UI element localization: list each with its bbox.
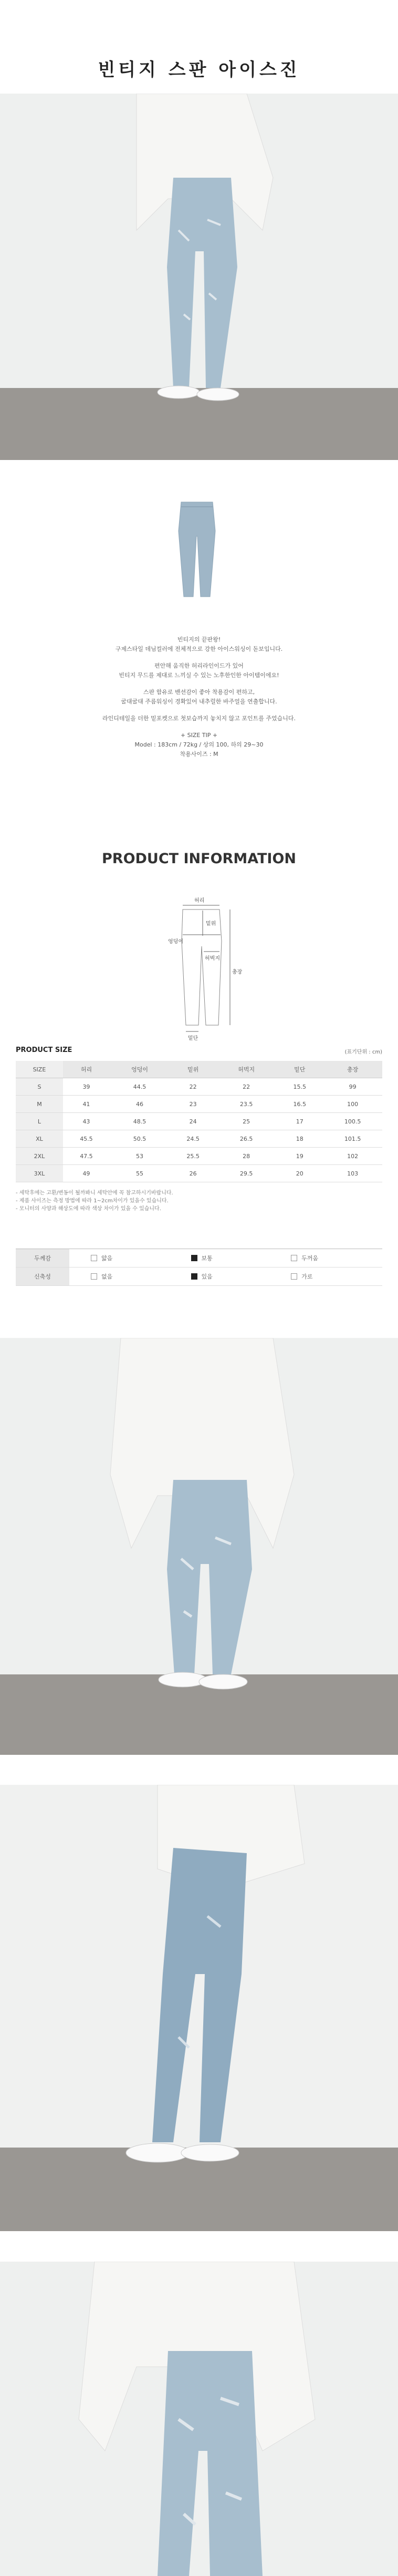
desc-line: 스판 함유로 밴션감이 좋아 착용감이 편하고,: [143, 689, 255, 696]
checkbox-icon: [91, 1255, 97, 1261]
size-table-title: PRODUCT SIZE: [16, 1046, 72, 1054]
diagram-label-hem: 밑단: [188, 1036, 198, 1041]
table-cell: [69, 1249, 170, 1267]
desc-line: 굴대굴대 주름워싱이 경확있어 내추럴한 바주얼을 연출합니다.: [121, 698, 277, 705]
table-cell: [170, 1267, 270, 1286]
table-row: [16, 1165, 382, 1182]
table-cell: 53: [110, 1148, 170, 1165]
desc-line: 구제스타일 데님컬러에 전체적으로 강한 아이스워싱이 돋보입니다.: [115, 646, 283, 652]
table-cell: 47.5: [63, 1148, 110, 1165]
option-label: 가로: [301, 1273, 313, 1280]
table-cell: 50.5: [110, 1130, 170, 1148]
table-cell: 28: [216, 1148, 276, 1165]
table-cell: 25.5: [170, 1148, 216, 1165]
checked-box-icon: [191, 1255, 197, 1261]
table-row: [16, 1249, 382, 1267]
desc-line: 라인디테일을 더한 밑포켓으로 첫보습까지 놓치지 않고 포인트를 주었습니다.: [102, 715, 296, 722]
model-photo-front: [0, 94, 398, 460]
table-cell: L: [16, 1113, 63, 1130]
product-description: [0, 635, 398, 759]
table-cell: 100: [323, 1096, 382, 1113]
table-cell: 23: [170, 1096, 216, 1113]
product-information-title: [0, 851, 398, 867]
table-cell: 26: [170, 1165, 216, 1182]
table-row: [16, 1113, 382, 1130]
model-photo-standing: [0, 1338, 398, 1755]
table-cell: 2XL: [16, 1148, 63, 1165]
size-table-unit: (표기단위 : cm): [344, 1049, 382, 1055]
table-cell: 46: [110, 1096, 170, 1113]
table-cell: M: [16, 1096, 63, 1113]
table-cell: 18: [276, 1130, 323, 1148]
size-table: [16, 1061, 382, 1182]
diagram-label-rise: 밑위: [206, 921, 216, 927]
table-cell: 100.5: [323, 1113, 382, 1130]
option-label: 두꺼움: [301, 1254, 318, 1262]
measurement-diagram: [167, 894, 246, 1041]
option-label: 없음: [101, 1273, 113, 1280]
table-cell: 44.5: [110, 1078, 170, 1096]
table-row: [16, 1130, 382, 1148]
table-cell: 25: [216, 1113, 276, 1130]
column-header: SIZE: [16, 1061, 63, 1078]
table-cell: 39: [63, 1078, 110, 1096]
desc-line: 빈티지 무드를 제대로 느끼실 수 있는 노후한인한 아이템이에요!: [119, 672, 279, 679]
size-tip-model: Model : 183cm / 72kg / 상의 100, 하의 29~30: [134, 741, 264, 748]
page-title: 빈티지 스판 아이스진: [98, 59, 300, 80]
diagram-label-hip: 엉덩이: [168, 939, 183, 945]
column-header: 허벅지: [216, 1061, 276, 1078]
table-cell: 49: [63, 1165, 110, 1182]
diagram-label-waist: 허리: [194, 898, 205, 904]
model-photo-detail: [0, 2262, 398, 2576]
checkbox-icon: [91, 1273, 97, 1280]
table-cell: 26.5: [216, 1130, 276, 1148]
table-cell: 16.5: [276, 1096, 323, 1113]
table-cell: 29.5: [216, 1165, 276, 1182]
size-notes: [16, 1189, 173, 1213]
column-header: 총장: [323, 1061, 382, 1078]
product-flat-image: [158, 499, 236, 599]
table-cell: 22: [216, 1078, 276, 1096]
table-cell: 24.5: [170, 1130, 216, 1148]
table-cell: 3XL: [16, 1165, 63, 1182]
option-label: 있음: [201, 1273, 213, 1280]
info-title-light: PRODUCT: [101, 851, 184, 867]
table-row: [16, 1267, 382, 1286]
size-tip-title: + SIZE TIP +: [180, 732, 218, 739]
table-row: [16, 1078, 382, 1096]
feel-label-thickness: 두께감: [16, 1249, 69, 1267]
table-cell: [69, 1267, 170, 1286]
model-photo-side: [0, 1785, 398, 2231]
note-line: - 세탁후에는 고환/변동이 될까봐니 세탁안에 꼭 참고하시기바랍니다.: [16, 1190, 173, 1196]
table-cell: S: [16, 1078, 63, 1096]
table-cell: 24: [170, 1113, 216, 1130]
table-cell: 20: [276, 1165, 323, 1182]
column-header: 허리: [63, 1061, 110, 1078]
option-label: 얇음: [101, 1254, 113, 1262]
table-cell: XL: [16, 1130, 63, 1148]
table-row: [16, 1148, 382, 1165]
info-title-bold: INFORMATION: [183, 851, 297, 867]
note-line: - 제품 사이즈는 측정 방법에 따라 1~2cm차이가 있을수 있습니다.: [16, 1198, 169, 1204]
table-cell: 17: [276, 1113, 323, 1130]
option-label: 보통: [201, 1254, 213, 1262]
checked-box-icon: [191, 1273, 197, 1280]
table-cell: 55: [110, 1165, 170, 1182]
checkbox-icon: [291, 1255, 297, 1261]
size-tip-size: 착용사이즈 : M: [180, 751, 218, 758]
feel-label-stretch: 신축성: [16, 1267, 69, 1286]
table-row: [16, 1096, 382, 1113]
table-cell: [170, 1249, 270, 1267]
desc-line: 편안해 움직한 허리라인이드가 있어: [154, 662, 244, 669]
table-cell: 22: [170, 1078, 216, 1096]
size-table-header-row: [16, 1061, 382, 1078]
diagram-label-length: 총장: [232, 969, 243, 975]
table-cell: 48.5: [110, 1113, 170, 1130]
diagram-label-thigh: 허벅지: [205, 956, 220, 962]
fabric-feel-table: [16, 1249, 382, 1286]
table-cell: 43: [63, 1113, 110, 1130]
table-cell: 103: [323, 1165, 382, 1182]
table-cell: [269, 1267, 382, 1286]
table-cell: [269, 1249, 382, 1267]
table-cell: 99: [323, 1078, 382, 1096]
table-cell: 15.5: [276, 1078, 323, 1096]
table-cell: 41: [63, 1096, 110, 1113]
column-header: 밑단: [276, 1061, 323, 1078]
note-line: - 모니터의 사양과 해상도에 따라 색상 차이가 있을 수 있습니다.: [16, 1206, 161, 1212]
table-cell: 45.5: [63, 1130, 110, 1148]
table-cell: 19: [276, 1148, 323, 1165]
column-header: 엉덩이: [110, 1061, 170, 1078]
desc-line: 빈티지의 끝판왕!: [177, 636, 221, 643]
column-header: 밑위: [170, 1061, 216, 1078]
table-cell: 101.5: [323, 1130, 382, 1148]
checkbox-icon: [291, 1273, 297, 1280]
table-cell: 23.5: [216, 1096, 276, 1113]
table-cell: 102: [323, 1148, 382, 1165]
